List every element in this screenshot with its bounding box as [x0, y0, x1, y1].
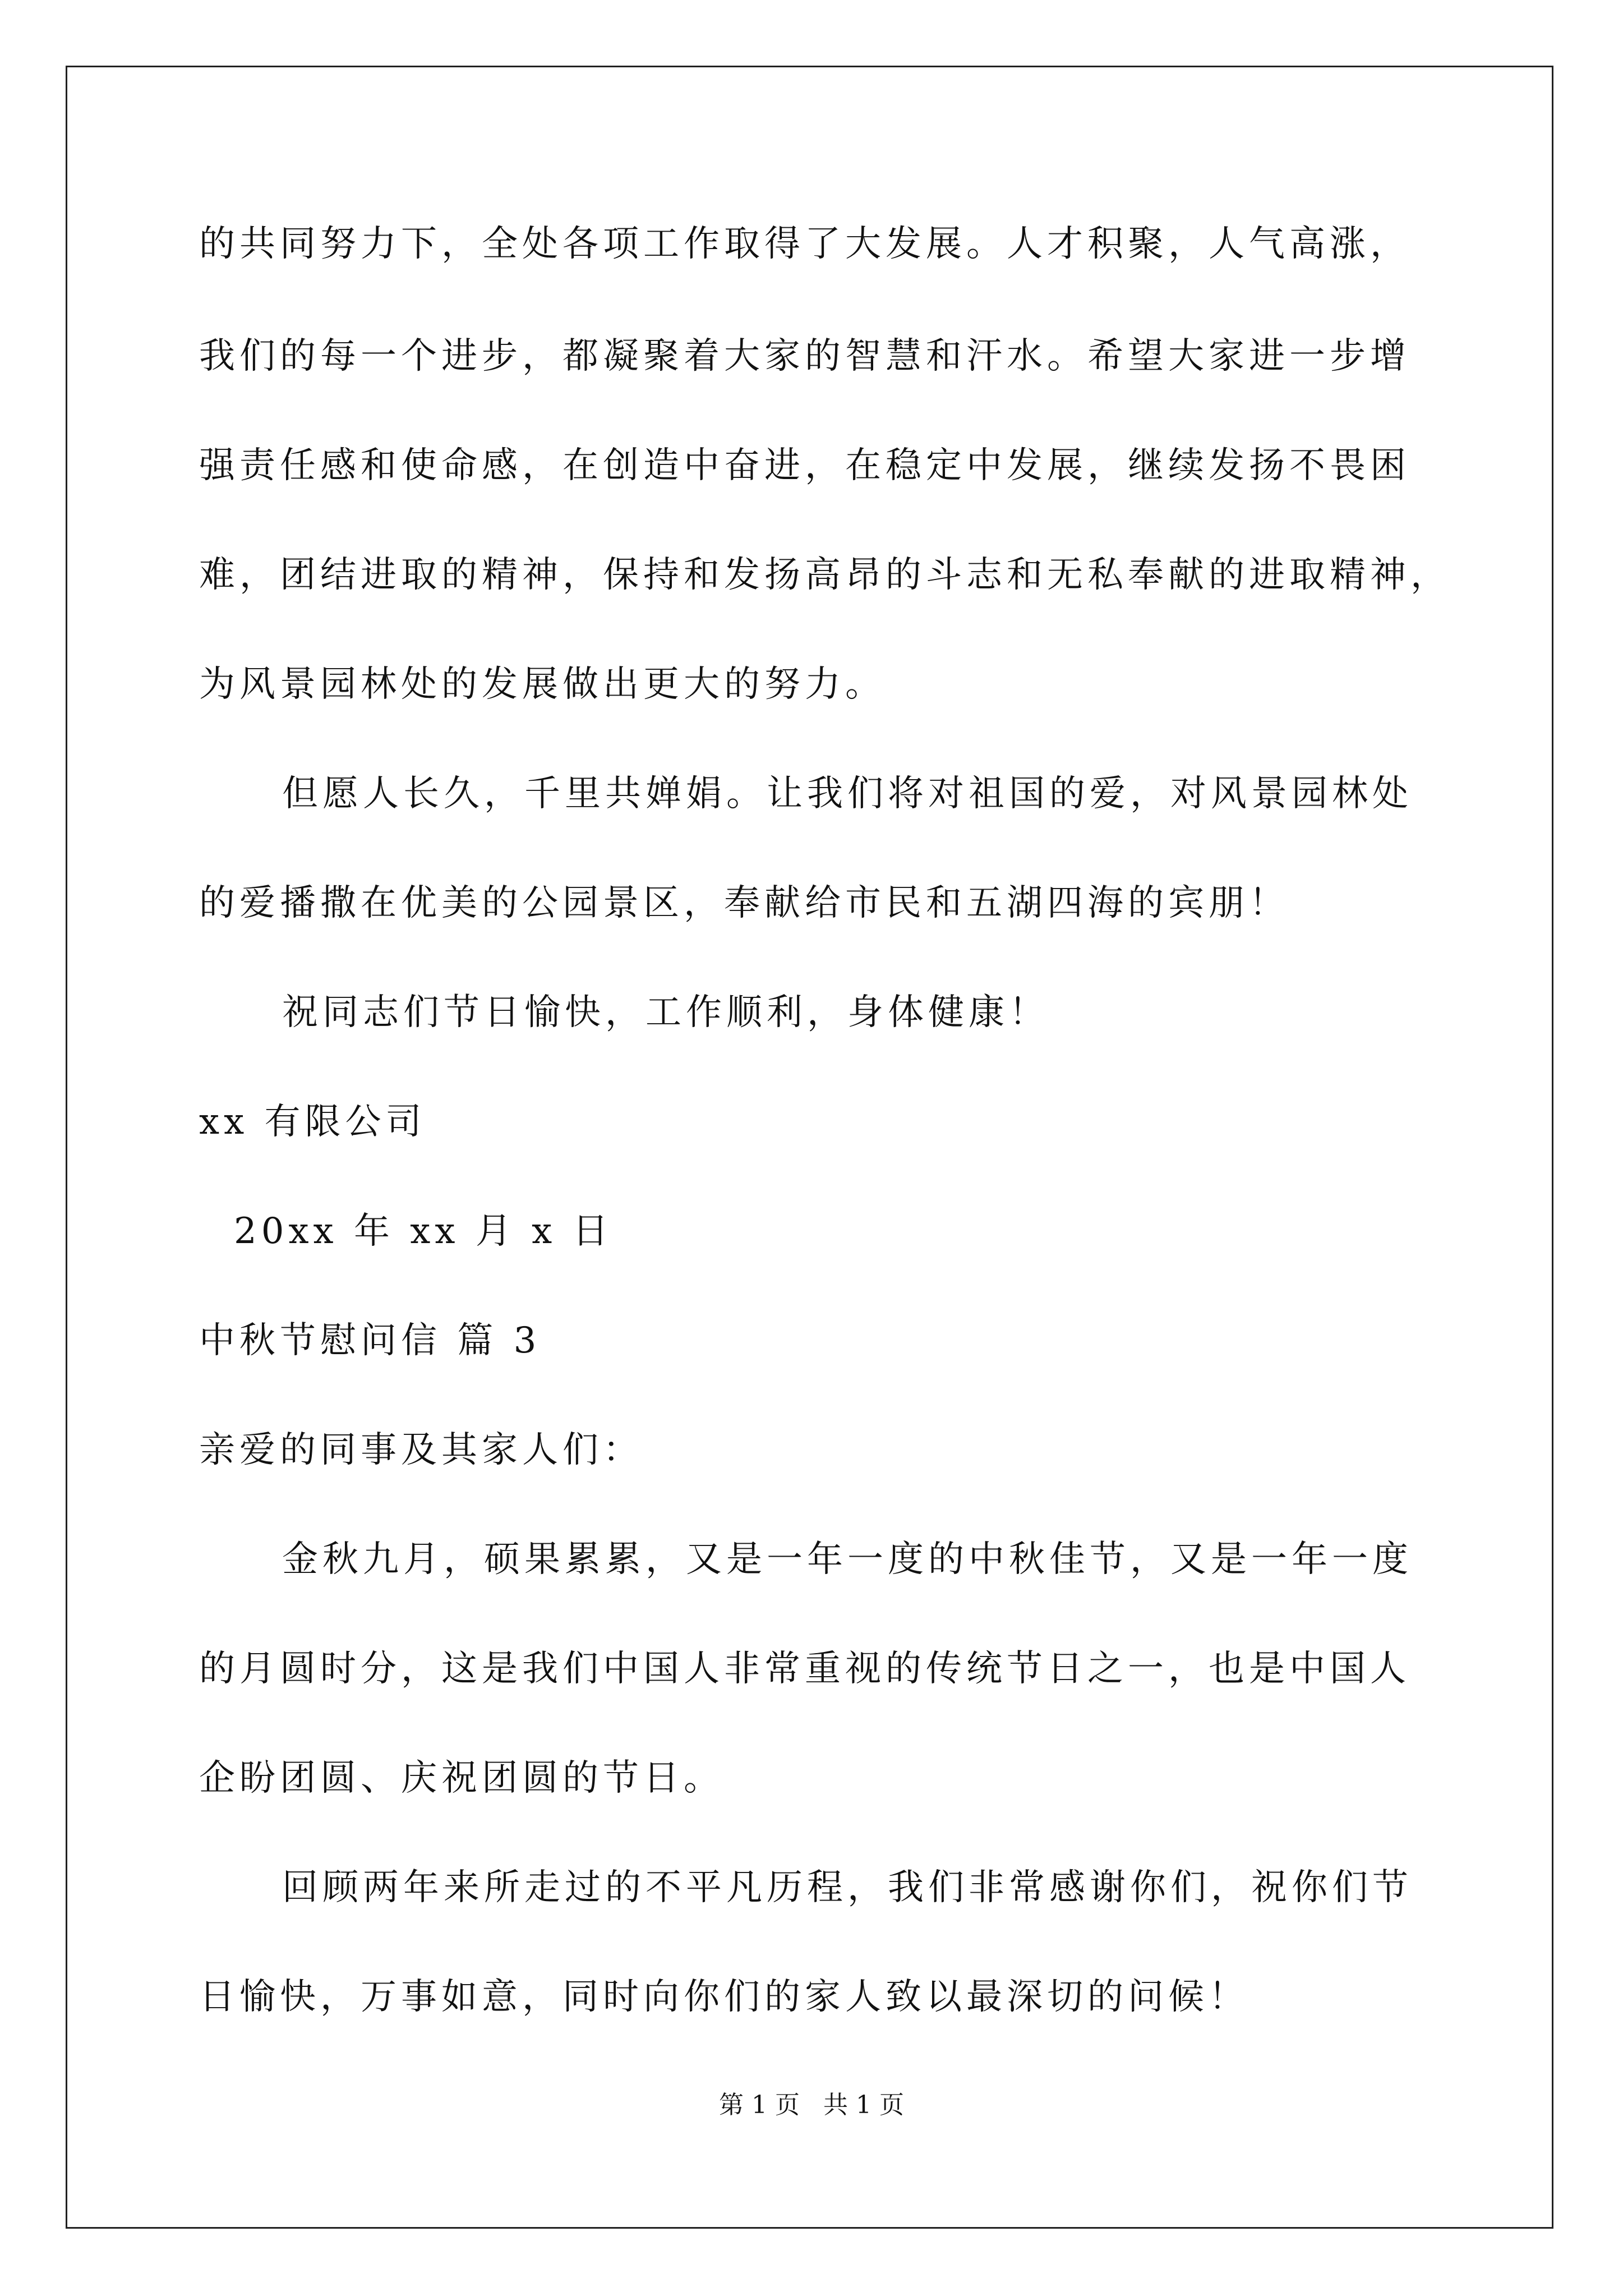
paragraph-start: 回顾两年来所走过的不平凡历程，我们非常感谢你们，祝你们节: [282, 1867, 1413, 1908]
body-line: 日愉快，万事如意，同时向你们的家人致以最深切的问候！: [199, 1976, 1249, 2018]
body-line: 强责任感和使命感，在创造中奋进，在稳定中发展，继续发扬不畏困: [199, 445, 1410, 486]
signature-company: xx 有限公司: [199, 1101, 426, 1143]
body-line: 为风景园林处的发展做出更大的努力。: [199, 664, 886, 705]
paragraph-start: 但愿人长久，千里共婵娟。让我们将对祖国的爱，对风景园林处: [282, 773, 1413, 815]
body-line: 企盼团圆、庆祝团圆的节日。: [199, 1757, 724, 1799]
section-title: 中秋节慰问信 篇 3: [199, 1320, 541, 1361]
paragraph-start: 祝同志们节日愉快，工作顺利，身体健康！: [282, 992, 1049, 1033]
body-line: 我们的每一个进步，都凝聚着大家的智慧和汗水。希望大家进一步增: [199, 335, 1410, 377]
body-line: 难，团结进取的精神，保持和发扬高昂的斗志和无私奉献的进取精神，: [199, 554, 1451, 596]
body-line: 的月圆时分，这是我们中国人非常重视的传统节日之一，也是中国人: [199, 1648, 1410, 1690]
paragraph-start: 金秋九月，硕果累累，又是一年一度的中秋佳节，又是一年一度: [282, 1539, 1413, 1580]
page-number-footer: 第 1 页 共 1 页: [719, 2091, 904, 2119]
body-line: 的共同努力下，全处各项工作取得了大发展。人才积聚，人气高涨，: [199, 223, 1410, 265]
body-line: 的爱播撒在优美的公园景区，奉献给市民和五湖四海的宾朋！: [199, 882, 1289, 924]
signature-date: 20xx 年 xx 月 x 日: [234, 1211, 613, 1252]
salutation: 亲爱的同事及其家人们：: [199, 1429, 643, 1471]
